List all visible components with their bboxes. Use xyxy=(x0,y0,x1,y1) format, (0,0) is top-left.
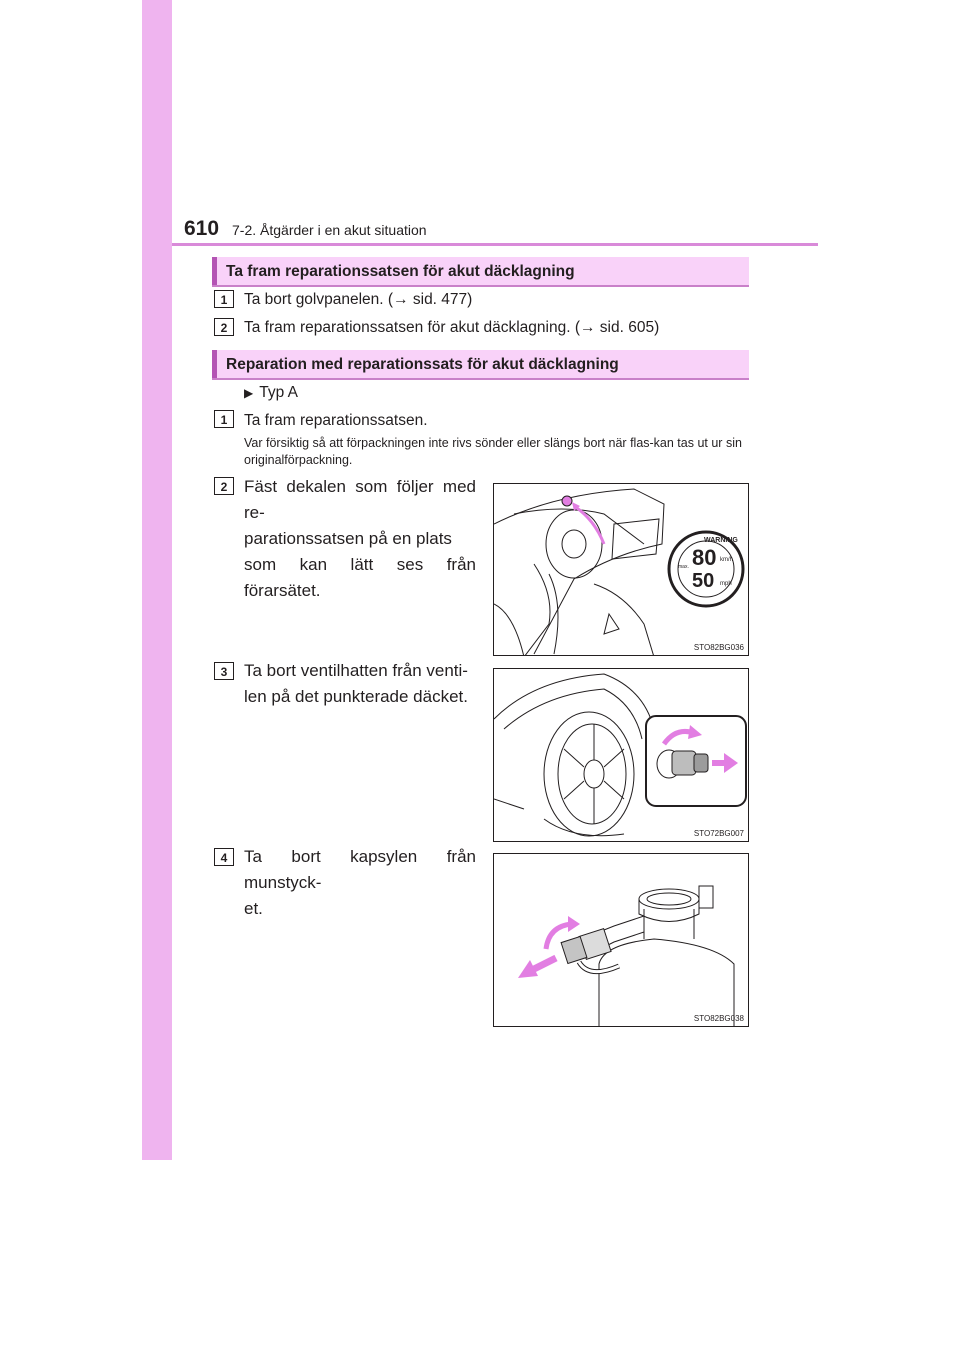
step-number: 1 xyxy=(214,290,234,308)
section-heading-repair xyxy=(212,350,749,380)
step-number: 1 xyxy=(214,410,234,428)
header-rule xyxy=(172,243,818,246)
sealant-bottle-illustration xyxy=(494,854,749,1027)
step-number: 3 xyxy=(214,662,234,680)
step-text: Ta fram reparationssatsen för akut däcklagning. (→ sid. 605) xyxy=(244,319,660,336)
type-label: ▶ Typ A xyxy=(244,384,299,401)
step-note: Var försiktig så att förpackningen inte rivs sönder eller slängs bort när flas-kan tas ut ur sin originalförpackning. xyxy=(244,436,742,467)
sticker-max: max. xyxy=(678,564,689,570)
step-text: Ta fram reparationssatsen. xyxy=(244,412,428,429)
sticker-mph: 50 xyxy=(692,570,715,592)
step-paragraph: Fäst dekalen som följer med re- parationssatsen på en plats som kan lätt ses från förarsätet. xyxy=(244,477,476,600)
step-text: Ta bort golvpanelen. (→ sid. 477) xyxy=(244,291,473,308)
side-tab xyxy=(142,0,172,1160)
step-number: 2 xyxy=(214,318,234,336)
section-heading-text: Reparation med reparationssats för akut däcklagning xyxy=(226,356,619,373)
figure-nozzle-cap xyxy=(493,853,749,1027)
wheel-valve-illustration xyxy=(494,669,749,842)
sticker-warning: WARNING xyxy=(704,537,738,544)
step-number: 4 xyxy=(214,848,234,866)
section-heading-bar xyxy=(212,257,217,285)
sticker-kmh-unit: km/h xyxy=(720,557,734,563)
figure-code: STO72BG007 xyxy=(693,829,744,838)
step-paragraph: Ta bort kapsylen från munstyck- et. xyxy=(244,847,476,918)
section-heading-bar xyxy=(212,350,217,378)
figure-code: STO82BG036 xyxy=(693,643,744,652)
step-number: 2 xyxy=(214,477,234,495)
section-heading-take-out-kit xyxy=(212,257,749,287)
step-paragraph: Ta bort ventilhatten från venti- len på det punkterade däcket. xyxy=(244,661,468,706)
chapter-title: 7-2. Åtgärder i en akut situation xyxy=(232,222,427,238)
sticker-kmh: 80 xyxy=(692,545,717,570)
section-heading-text: Ta fram reparationssatsen för akut däcklagning xyxy=(226,263,575,280)
figure-sticker-placement xyxy=(493,483,749,656)
sticker-mph-unit: mph xyxy=(720,581,732,587)
figure-code: STO82BG038 xyxy=(693,1014,744,1023)
figure-valve-cap xyxy=(493,668,749,842)
page-number: 610 xyxy=(184,217,220,240)
triangle-bullet-icon: ▶ xyxy=(244,386,254,400)
